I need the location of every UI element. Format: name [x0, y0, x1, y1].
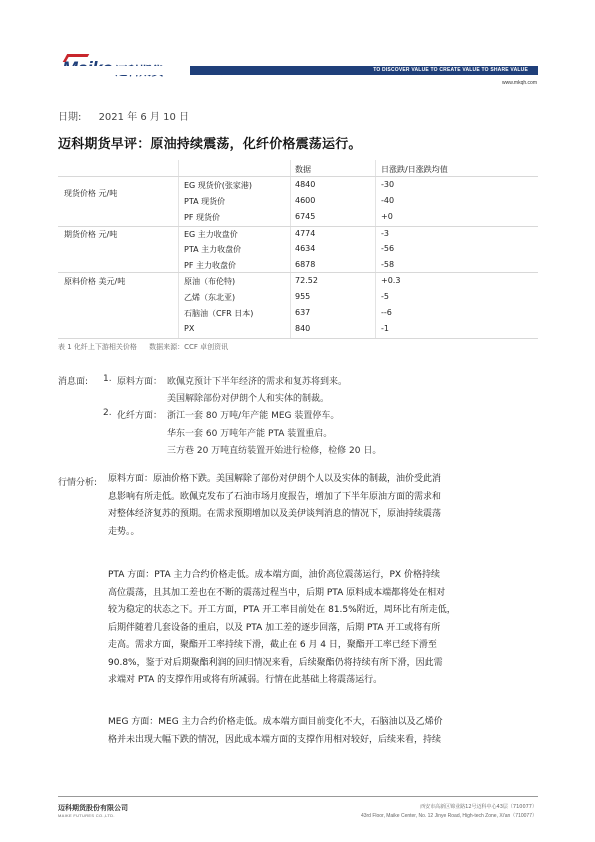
- table-cell-name: PF 现货价: [184, 213, 220, 222]
- table-cell-change: +0: [381, 212, 393, 221]
- news-line: 华东一套 60 万吨年产能 PTA 装置重启。: [167, 429, 333, 439]
- table-cell-name: PX: [184, 324, 195, 333]
- news-item-number: 2.: [103, 408, 112, 418]
- table-cell-value: 4634: [295, 244, 316, 253]
- table-cell-change: --6: [381, 308, 392, 317]
- table-cell-value: 6745: [295, 212, 316, 221]
- analysis-paragraph-pta: PTA 方面：PTA 主力合约价格走低。成本端方面，油价高位震荡运行，PX 价格持续 高位震荡，且其加工差也在不断的震荡过程当中，后期 PTA 原料成本端都将处在相对 较为稳定的状态之下。开工方面，PTA 开工率目前处在 81.5%附近，周环比有所走低， 后期伴随着几套设备的重启，以及 PTA 加工差的逐步回落，后期 PTA 开工或将有所 走高。需求方面，聚酯开工率持续下滑，截止在 6 月 4 日，聚酯开工率已经下滑至 90.8%，鉴于对后期聚酯利润的回归情况来看，后续聚酯仍将持续有所下滑，因此需 求端对 PTA 的支撑作用或将有所减弱。行情在此基础上将震荡运行。: [108, 570, 456, 685]
- table-cell-name: PF 主力收盘价: [184, 261, 236, 270]
- table-cell-name: EG 主力收盘价: [184, 230, 238, 239]
- table-cell-value: 4840: [295, 180, 316, 189]
- news-line: 三方巷 20 万吨直纺装置开始进行检修，检修 20 日。: [167, 446, 382, 456]
- news-line: 欧佩克预计下半年经济的需求和复苏将到来。: [167, 377, 348, 387]
- table-cell-name: 石脑油（CFR 日本): [184, 309, 254, 318]
- table-cell-change: -5: [381, 292, 389, 301]
- table-cell-value: 6878: [295, 260, 316, 269]
- analysis-paragraph-crude: 原料方面：原油价格下跌。美国解除了部份对伊朗个人以及实体的制裁，油价受此消 息影响有所走低。欧佩克发布了石油市场月度报告，增加了下半年原油方面的需求和 对整体经济复苏的预期。在需求预期增加以及美伊谈判消息的情况下，原油持续震荡 走势。。: [108, 474, 442, 537]
- table-cell-change: -40: [381, 196, 395, 205]
- table-cell-change: -1: [381, 324, 389, 333]
- page-title: 迈科期货早评：原油持续震荡，化纤价格震荡运行。: [58, 137, 362, 152]
- table-source: 数据来源：CCF 卓创资讯: [149, 343, 229, 351]
- table-group-label: 现货价格 元/吨: [64, 189, 118, 198]
- table-cell-name: PTA 现货价: [184, 197, 226, 206]
- table-cell-change: -58: [381, 260, 395, 269]
- date-label: 日期:: [58, 112, 82, 123]
- table-cell-value: 840: [295, 324, 311, 333]
- table-header-data: 数据: [295, 165, 311, 174]
- table-cell-change: -56: [381, 244, 395, 253]
- logo-roof-icon: [63, 54, 90, 62]
- table-group-label: 期货价格 元/吨: [64, 230, 118, 239]
- table-cell-value: 72.52: [295, 276, 318, 285]
- website-url: www.mkqh.com: [501, 80, 537, 86]
- table-cell-value: 955: [295, 292, 311, 301]
- footer-address-en: 43rd Floor, Maike Center, No. 12 Jinye Road, High-tech Zone, Xi'an（710077）: [360, 813, 537, 819]
- table-cell-value: 4600: [295, 196, 316, 205]
- analysis-label: 行情分析:: [58, 478, 98, 488]
- table-cell-change: +0.3: [381, 276, 401, 285]
- news-item-number: 1.: [103, 374, 112, 384]
- header-slogan: TO DISCOVER VALUE TO CREATE VALUE TO SHARE VALUE: [373, 67, 528, 73]
- news-line: 美国解除部份对伊朗个人和实体的制裁。: [167, 394, 330, 404]
- report-date: [58, 108, 189, 123]
- table-group-label: 原料价格 美元/吨: [64, 277, 126, 286]
- table-cell-name: EG 现货价(张家港): [184, 181, 253, 190]
- table-cell-value: 4774: [295, 229, 316, 238]
- table-cell-value: 637: [295, 308, 311, 317]
- table-cell-name: PTA 主力收盘价: [184, 245, 242, 254]
- footer-company-en: MAIKE FUTURES CO.,LTD.: [58, 813, 115, 818]
- news-item-heading: 化纤方面：: [117, 411, 163, 421]
- footer-divider: [58, 796, 538, 797]
- table-caption: [58, 342, 228, 352]
- date-value: 2021 年 6 月 10 日: [98, 112, 189, 123]
- table-cell-change: -30: [381, 180, 395, 189]
- table-caption-title: 表 1 化纤上下游相关价格: [58, 343, 137, 351]
- news-line: 浙江一套 80 万吨/年产能 MEG 装置停车。: [167, 411, 340, 421]
- table-header-change: 日涨跌/日涨跌均值: [381, 165, 448, 174]
- footer-address-cn: 西安市高新区锦业路12号迈科中心43层（710077）: [420, 804, 537, 810]
- table-cell-name: 乙烯（东北亚): [184, 293, 236, 302]
- table-cell-change: -3: [381, 229, 389, 238]
- table-cell-name: 原油（布伦特): [184, 277, 236, 286]
- header-banner: [62, 66, 538, 75]
- footer-company-cn: 迈科期货股份有限公司: [58, 804, 128, 812]
- news-item-heading: 原料方面：: [117, 377, 163, 387]
- news-label: 消息面:: [58, 377, 89, 387]
- analysis-paragraph-meg: MEG 方面：MEG 主力合约价格走低。成本端方面目前变化不大，石脑油以及乙烯价 格并未出现大幅下跌的情况，因此成本端方面的支撑作用相对较好，后续来看，持续: [108, 717, 443, 745]
